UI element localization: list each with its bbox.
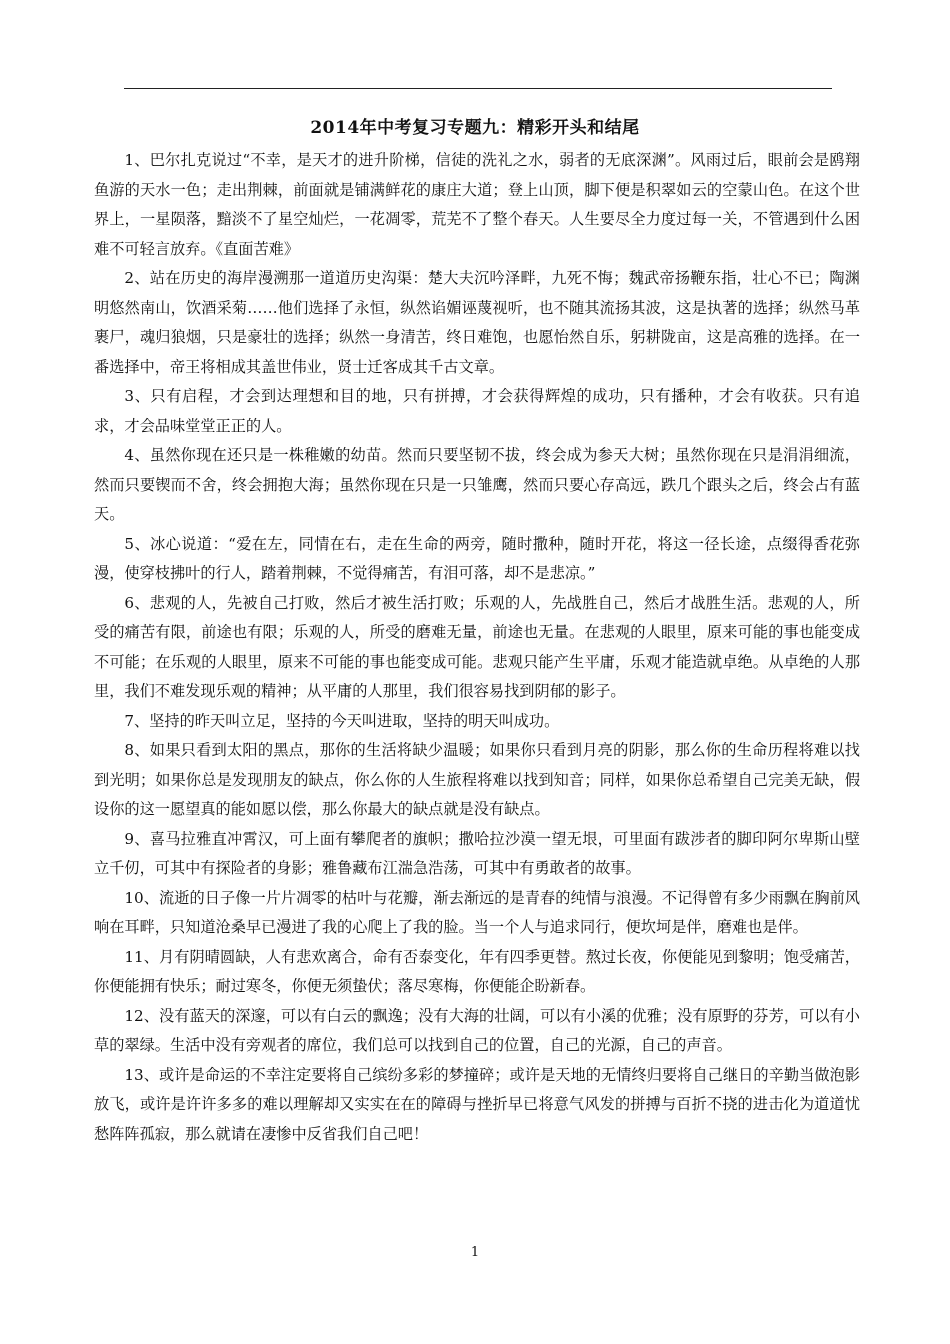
paragraph-9: 9、喜马拉雅直冲霄汉，可上面有攀爬者的旗帜；撒哈拉沙漠一望无垠，可里面有跋涉者的脚印阿尔卑斯山壁立千仞，可其中有探险者的身影；雅鲁藏布江湍急浩荡，可其中有勇敢者的故事。: [94, 829, 860, 877]
paragraph-11: 11、月有阴晴圆缺，人有悲欢离合，命有否泰变化，年有四季更替。熬过长夜，你便能见到黎明；饱受痛苦，你便能拥有快乐；耐过寒冬，你便无须蛰伏；落尽寒梅，你便能企盼新春。: [94, 947, 860, 995]
paragraph-5: 5、冰心说道：“爱在左，同情在右，走在生命的两旁，随时撒种，随时开花，将这一径长途，点缀得香花弥漫，使穿枝拂叶的行人，踏着荆棘，不觉得痛苦，有泪可落，却不是悲凉。”: [94, 534, 860, 582]
paragraph-6: 6、悲观的人，先被自己打败，然后才被生活打败；乐观的人，先战胜自己，然后才战胜生活。悲观的人，所受的痛苦有限，前途也有限；乐观的人，所受的磨难无量，前途也无量。在悲观的人眼里，原来可能的事也能变成不可能；在乐观的人眼里，原来不可能的事也能变成可能。悲观只能产生平庸，乐观才能造就卓绝。从卓绝的人那里，我们不难发现乐观的精神；从平庸的人那里，我们很容易找到阴郁的影子。: [94, 593, 860, 700]
paragraph-13: 13、或许是命运的不幸注定要将自己缤纷多彩的梦撞碎；或许是天地的无情终归要将自己继日的辛勤当做泡影放飞，或许是许许多多的难以理解却又实实在在的障碍与挫折早已将意气风发的拼搏与百折不挠的进击化为道道忧愁阵阵孤寂，那么就请在凄惨中反省我们自己吧！: [94, 1065, 860, 1143]
paragraph-1: 1、巴尔扎克说过“不幸，是天才的进升阶梯，信徒的洗礼之水，弱者的无底深渊”。风雨过后，眼前会是鸥翔鱼游的天水一色；走出荆棘，前面就是铺满鲜花的康庄大道；登上山顶，脚下便是积翠如云的空蒙山色。在这个世界上，一星陨落，黯淡不了星空灿烂，一花凋零，荒芜不了整个春天。人生要尽全力度过每一关，不管遇到什么困难不可轻言放弃。《直面苦难》: [94, 151, 860, 258]
paragraph-2: 2、站在历史的海岸漫溯那一道道历史沟渠：楚大夫沉吟泽畔，九死不悔；魏武帝扬鞭东指，壮心不已；陶渊明悠然南山，饮酒采菊……他们选择了永恒，纵然谄媚诬蔑视听，也不随其流扬其波，这是执著的选择；纵然马革裹尸，魂归狼烟，只是豪壮的选择；纵然一身清苦，终日难饱，也愿怡然自乐，躬耕陇亩，这是高雅的选择。在一番选择中，帝王将相成其盖世伟业，贤士迁客成其千古文章。: [94, 269, 860, 376]
page-title: 2014年中考复习专题九：精彩开头和结尾: [310, 118, 640, 138]
paragraph-8: 8、如果只看到太阳的黑点，那你的生活将缺少温暖；如果你只看到月亮的阴影，那么你的生命历程将难以找到光明；如果你总是发现朋友的缺点，你么你的人生旅程将难以找到知音；同样，如果你总希望自己完美无缺，假设你的这一愿望真的能如愿以偿，那么你最大的缺点就是没有缺点。: [94, 741, 860, 818]
paragraph-4: 4、虽然你现在还只是一株稚嫩的幼苗。然而只要坚韧不拔，终会成为参天大树；虽然你现在只是涓涓细流，然而只要锲而不舍，终会拥抱大海；虽然你现在只是一只雏鹰，然而只要心存高远，跌几个跟头之后，终会占有蓝天。: [94, 446, 860, 523]
paragraph-10: 10、流逝的日子像一片片凋零的枯叶与花瓣，渐去渐远的是青春的纯情与浪漫。不记得曾有多少雨飘在胸前风响在耳畔，只知道沧桑早已漫进了我的心爬上了我的脸。当一个人与追求同行，便坎坷是伴，磨难也是伴。: [94, 888, 860, 936]
paragraph-7: 7、坚持的昨天叫立足，坚持的今天叫进取，坚持的明天叫成功。: [124, 711, 560, 730]
page-number: 1: [470, 1245, 480, 1260]
paragraph-12: 12、没有蓝天的深邃，可以有白云的飘逸；没有大海的壮阔，可以有小溪的优雅；没有原野的芬芳，可以有小草的翠绿。生活中没有旁观者的席位，我们总可以找到自己的位置，自己的光源，自己的声音。: [94, 1006, 860, 1054]
header-rule: [124, 88, 832, 89]
document-body: [94, 146, 860, 1149]
paragraph-3: 3、只有启程，才会到达理想和目的地，只有拼搏，才会获得辉煌的成功，只有播种，才会有收获。只有追求，才会品味堂堂正正的人。: [94, 387, 860, 435]
